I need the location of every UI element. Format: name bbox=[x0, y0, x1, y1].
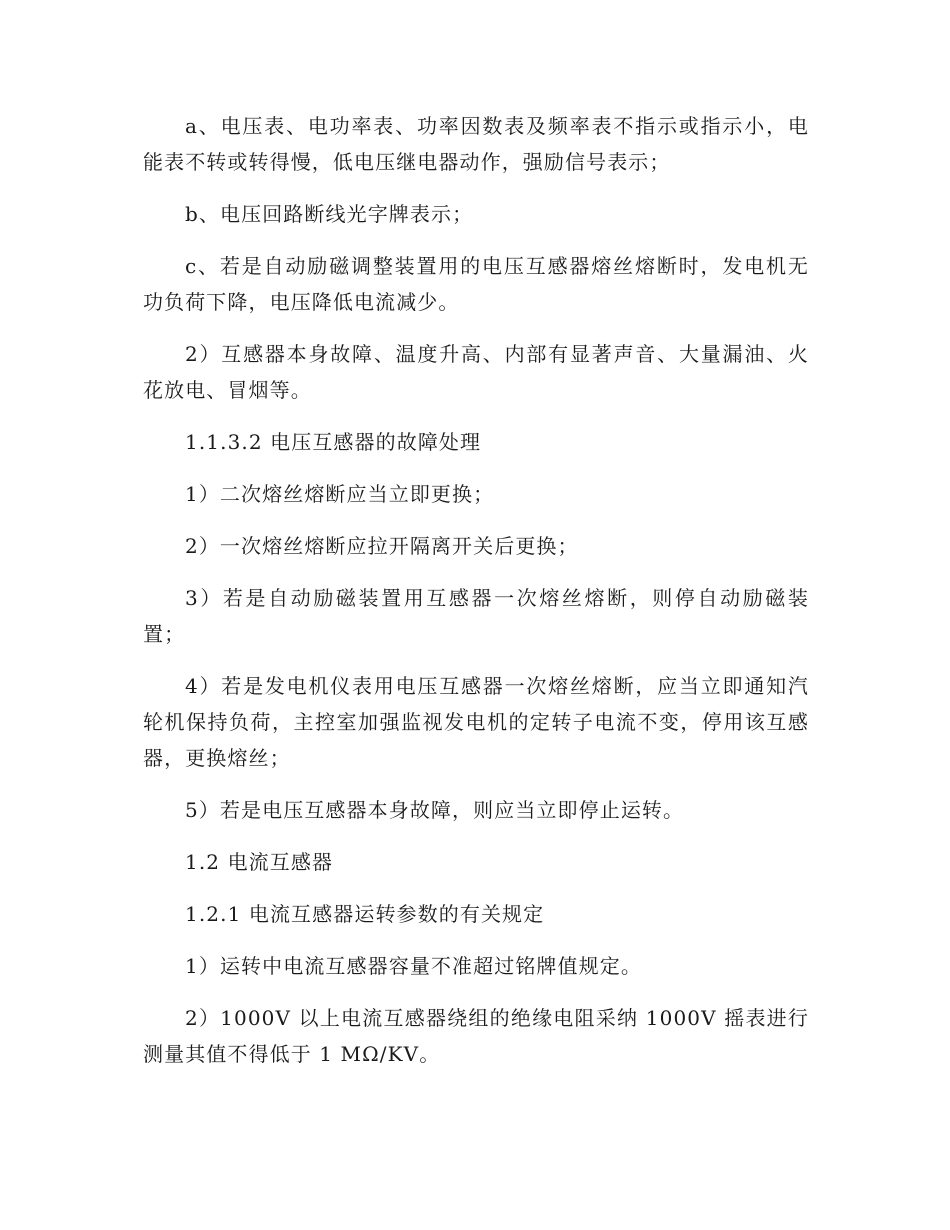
list-item-4: 4）若是发电机仪表用电压互感器一次熔丝熔断，应当立即通知汽轮机保持负荷，主控室加强监视发电机的定转子电流不变，停用该互感器，更换熔丝； bbox=[143, 674, 809, 770]
paragraph-symptom-b: b、电压回路断线光字牌表示； bbox=[185, 202, 474, 226]
list-item-3: 3）若是自动励磁装置用互感器一次熔丝熔断，则停自动励磁装置； bbox=[143, 586, 809, 646]
list-item-5: 5）若是电压互感器本身故障，则应当立即停止运转。 bbox=[185, 798, 685, 822]
rule-item-2: 2）1000V 以上电流互感器绕组的绝缘电阻采纳 1000V 摇表进行测量其值不得低于 1 MΩ/KV。 bbox=[143, 1006, 809, 1066]
paragraph-item-2: 2）互感器本身故障、温度升高、内部有显著声音、大量漏油、火花放电、冒烟等。 bbox=[143, 342, 809, 402]
paragraph-symptom-c: c、若是自动励磁调整装置用的电压互感器熔丝熔断时，发电机无功负荷下降，电压降低电流减少。 bbox=[143, 254, 809, 314]
paragraph-symptom-a: a、电压表、电功率表、功率因数表及频率表不指示或指示小，电能表不转或转得慢，低电压继电器动作，强励信号表示； bbox=[143, 114, 809, 174]
section-heading-1-2-1: 1.2.1 电流互感器运转参数的有关规定 bbox=[185, 902, 545, 926]
section-heading-1-2: 1.2 电流互感器 bbox=[185, 850, 334, 874]
rule-item-1: 1）运转中电流互感器容量不准超过铭牌值规定。 bbox=[185, 954, 642, 978]
document-body bbox=[143, 108, 809, 1088]
list-item-1: 1）二次熔丝熔断应当立即更换； bbox=[185, 482, 495, 506]
section-heading-1-1-3-2: 1.1.3.2 电压互感器的故障处理 bbox=[185, 430, 482, 454]
list-item-2: 2）一次熔丝熔断应拉开隔离开关后更换； bbox=[185, 534, 579, 558]
